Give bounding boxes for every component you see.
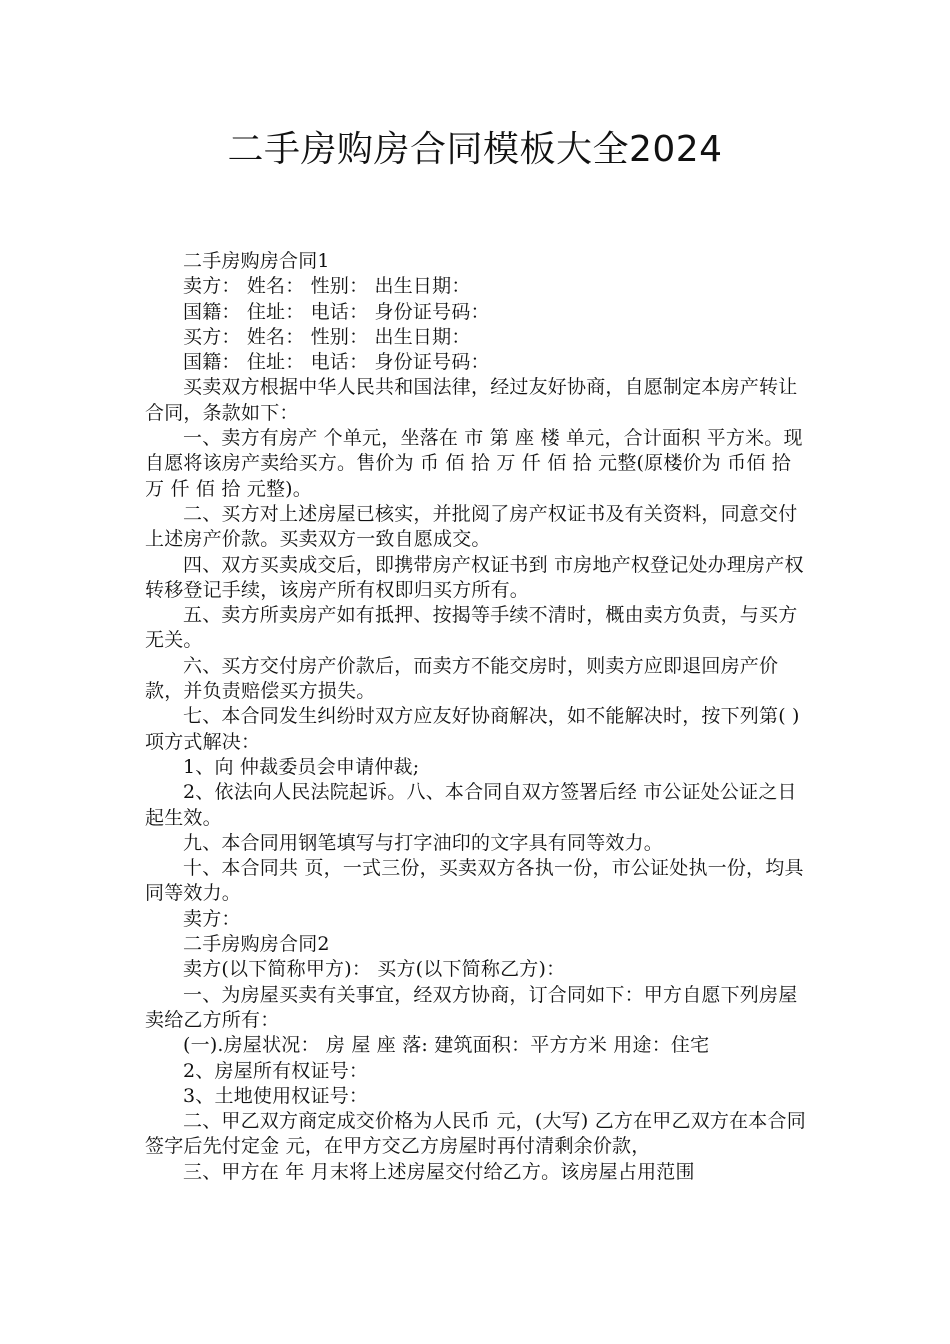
paragraph: 五、卖方所卖房产如有抵押、按揭等手续不清时，概由卖方负责，与买方无关。 [145, 604, 798, 652]
paragraph: 三、甲方在 年 月末将上述房屋交付给乙方。该房屋占用范围 [183, 1160, 695, 1183]
paragraph: 二手房购房合同1 [183, 250, 330, 272]
paragraph: 卖方： [183, 907, 241, 930]
paragraph: 一、为房屋买卖有关事宜，经双方协商，订合同如下：甲方自愿下列房屋卖给乙方所有： [145, 983, 798, 1031]
paragraph: 买卖双方根据中华人民共和国法律，经过友好协商，自愿制定本房产转让合同，条款如下： [145, 376, 798, 424]
document-body [145, 249, 813, 1185]
paragraph: 2、房屋所有权证号： [183, 1059, 369, 1082]
paragraph: 2、依法向人民法院起诉。八、本合同自双方签署后经 市公证处公证之日起生效。 [145, 781, 797, 829]
paragraph: 1、向 仲裁委员会申请仲裁; [183, 755, 420, 778]
paragraph: 四、双方买卖成交后，即携带房产权证书到 市房地产权登记处办理房产权转移登记手续，该房产所有权即归买方所有。 [145, 553, 804, 601]
paragraph: 二手房购房合同2 [183, 933, 330, 956]
paragraph: (一).房屋状况： 房 屋 座 落: 建筑面积：平方方米 用途：住宅 [183, 1034, 710, 1057]
document-title: 二手房购房合同模板大全2024 [227, 129, 723, 170]
paragraph: 国籍： 住址： 电话： 身份证号码： [183, 300, 490, 323]
paragraph: 二、买方对上述房屋已核实，并批阅了房产权证书及有关资料，同意交付上述房产价款。买卖双方一致自愿成交。 [145, 502, 798, 551]
paragraph: 卖方(以下简称甲方)： 买方(以下简称乙方)： [183, 958, 566, 981]
paragraph: 二、甲乙双方商定成交价格为人民币 元，(大写) 乙方在甲乙双方在本合同签字后先付定金 元，在甲方交乙方房屋时再付清剩余价款， [145, 1110, 806, 1158]
paragraph: 国籍： 住址： 电话： 身份证号码： [183, 351, 490, 374]
paragraph: 3、土地使用权证号： [183, 1084, 369, 1107]
paragraph: 十、本合同共 页，一式三份，买卖双方各执一份，市公证处执一份，均具同等效力。 [145, 857, 804, 905]
paragraph: 七、本合同发生纠纷时双方应友好协商解决，如不能解决时，按下列第( )项方式解决： [145, 705, 800, 753]
paragraph: 一、卖方有房产 个单元，坐落在 市 第 座 楼 单元，合计面积 平方米。现自愿将该房产卖给买方。售价为 币 佰 拾 万 仟 佰 拾 元整(原楼价为 币佰 拾 万 仟 佰 拾 元整)。 [145, 427, 803, 500]
paragraph: 买方： 姓名： 性别： 出生日期： [183, 325, 471, 348]
paragraph: 卖方： 姓名： 性别： 出生日期： [183, 275, 471, 298]
paragraph: 六、买方交付房产价款后，而卖方不能交房时，则卖方应即退回房产价款，并负责赔偿买方损失。 [145, 654, 779, 703]
paragraph: 九、本合同用钢笔填写与打字油印的文字具有同等效力。 [183, 831, 664, 854]
